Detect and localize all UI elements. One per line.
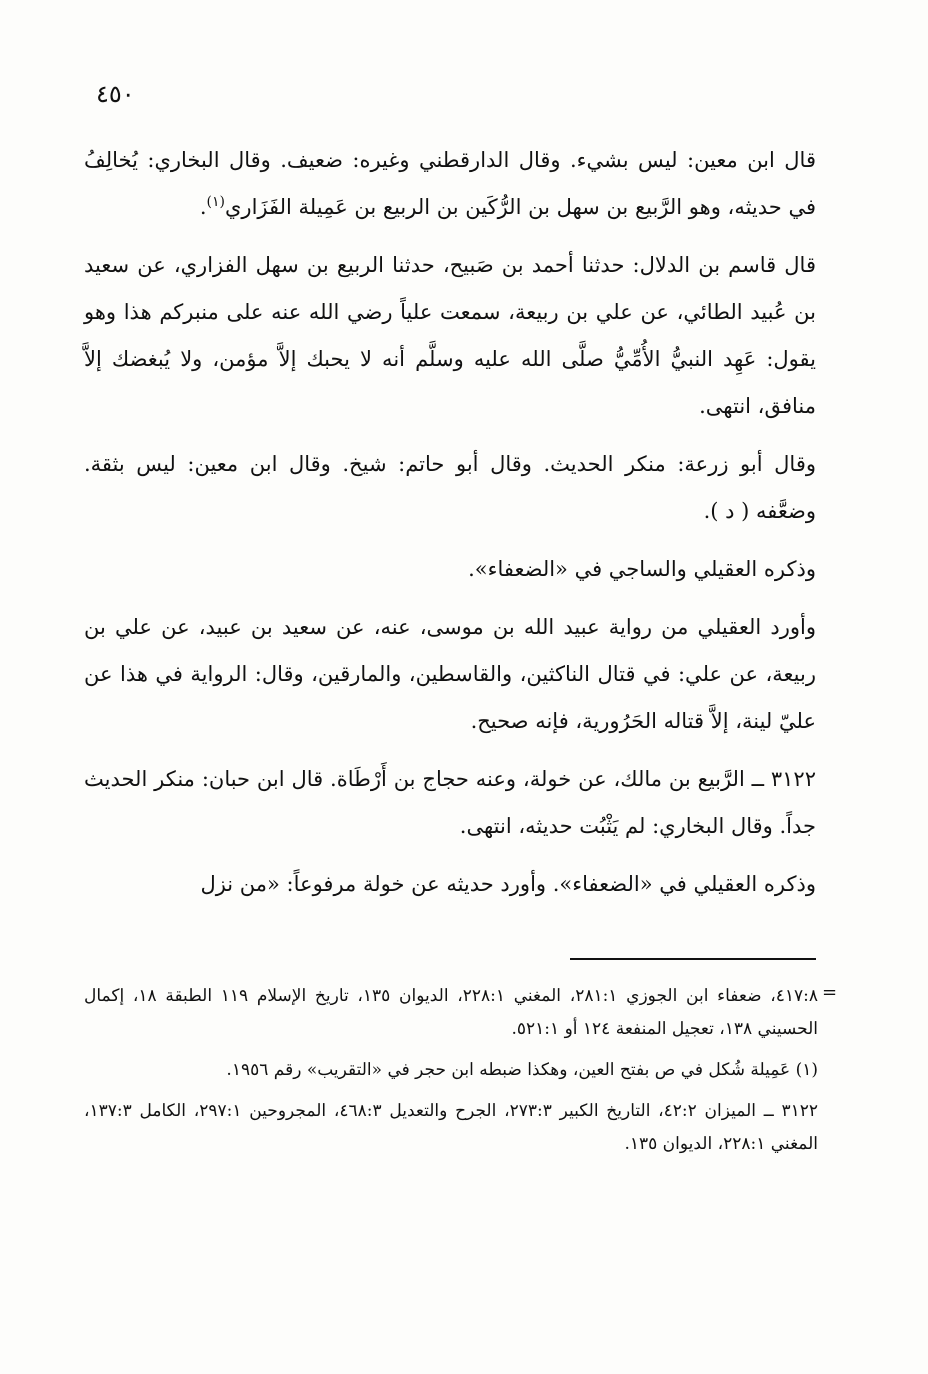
paragraph: وذكره العقيلي في «الضعفاء». وأورد حديثه عن خولة مرفوعاً: «من نزل bbox=[200, 872, 816, 896]
paragraph: وقال أبو زرعة: منكر الحديث. وقال أبو حاتم: شيخ. وقال ابن معين: ليس بثقة. وضعَّفه ( د ). bbox=[84, 452, 816, 523]
paragraph-text: قال ابن معين: ليس بشيء. وقال الدارقطني وغيره: ضعيف. وقال البخاري: يُخالِفُ في حديثه، وهو الرَّبيع بن سهل بن الرُّكَين بن الربيع بن عَمِيلة الفَزَاري bbox=[84, 148, 816, 219]
footnotes bbox=[84, 980, 818, 1169]
footnote-reference: (١) bbox=[206, 194, 225, 210]
footnote: ٤١٧:٨، ضعفاء ابن الجوزي ٢٨١:١، المغني ٢٢٨:١، الديوان ١٣٥، تاريخ الإسلام ١١٩ الطبقة ١٨، إكمال الحسيني ١٣٨، تعجيل المنفعة ١٢٤ أو ٥٢١:١. bbox=[84, 986, 819, 1039]
paragraph-end: . bbox=[199, 195, 207, 219]
paragraph: وأورد العقيلي من رواية عبيد الله بن موسى، عنه، عن سعيد بن عبيد، عن علي بن ربيعة، عن علي: في قتال الناكثين، والقاسطين، والمارقين، وقال: الرواية في هذا عن عليّ لينة، إلاَّ قتاله الحَرُورية، فإنه صحيح. bbox=[84, 615, 816, 733]
entry-heading-paragraph: ٣١٢٢ ــ الرَّبيع بن مالك، عن خولة، وعنه حجاج بن أَرْطَاة. قال ابن حبان: منكر الحديث جداً. وقال البخاري: لم يَثْبُت حديثه، انتهى. bbox=[84, 767, 816, 838]
main-text bbox=[84, 137, 816, 919]
paragraph bbox=[84, 137, 816, 231]
page-number: ٤٥٠ bbox=[96, 80, 135, 108]
paragraph: قال قاسم بن الدلال: حدثنا أحمد بن صَبيح، حدثنا الربيع بن سهل الفزاري، عن سعيد بن عُبيد الطائي، عن علي بن ربيعة، سمعت علياً رضي الله عنه على منبركم هذا وهو يقول: عَهِد النبيُّ الأُمِّيُّ صلَّى الله عليه وسلَّم أنه لا يحبك إلاَّ مؤمن، ولا يُبغضك إلاَّ منافق، انتهى. bbox=[84, 253, 816, 418]
continuation-mark: = bbox=[822, 982, 838, 1003]
footnote-divider bbox=[570, 958, 816, 960]
footnote: ٣١٢٢ ــ الميزان ٤٢:٢، التاريخ الكبير ٢٧٣:٣، الجرح والتعديل ٤٦٨:٣، المجروحين ٢٩٧:١، الكامل ١٣٧:٣، المغني ٢٢٨:١، الديوان ١٣٥. bbox=[84, 1101, 819, 1154]
paragraph: وذكره العقيلي والساجي في «الضعفاء». bbox=[468, 557, 816, 581]
footnote: (١) عَمِيلة شُكل في ص بفتح العين، وهكذا ضبطه ابن حجر في «التقريب» رقم ١٩٥٦. bbox=[226, 1060, 818, 1080]
